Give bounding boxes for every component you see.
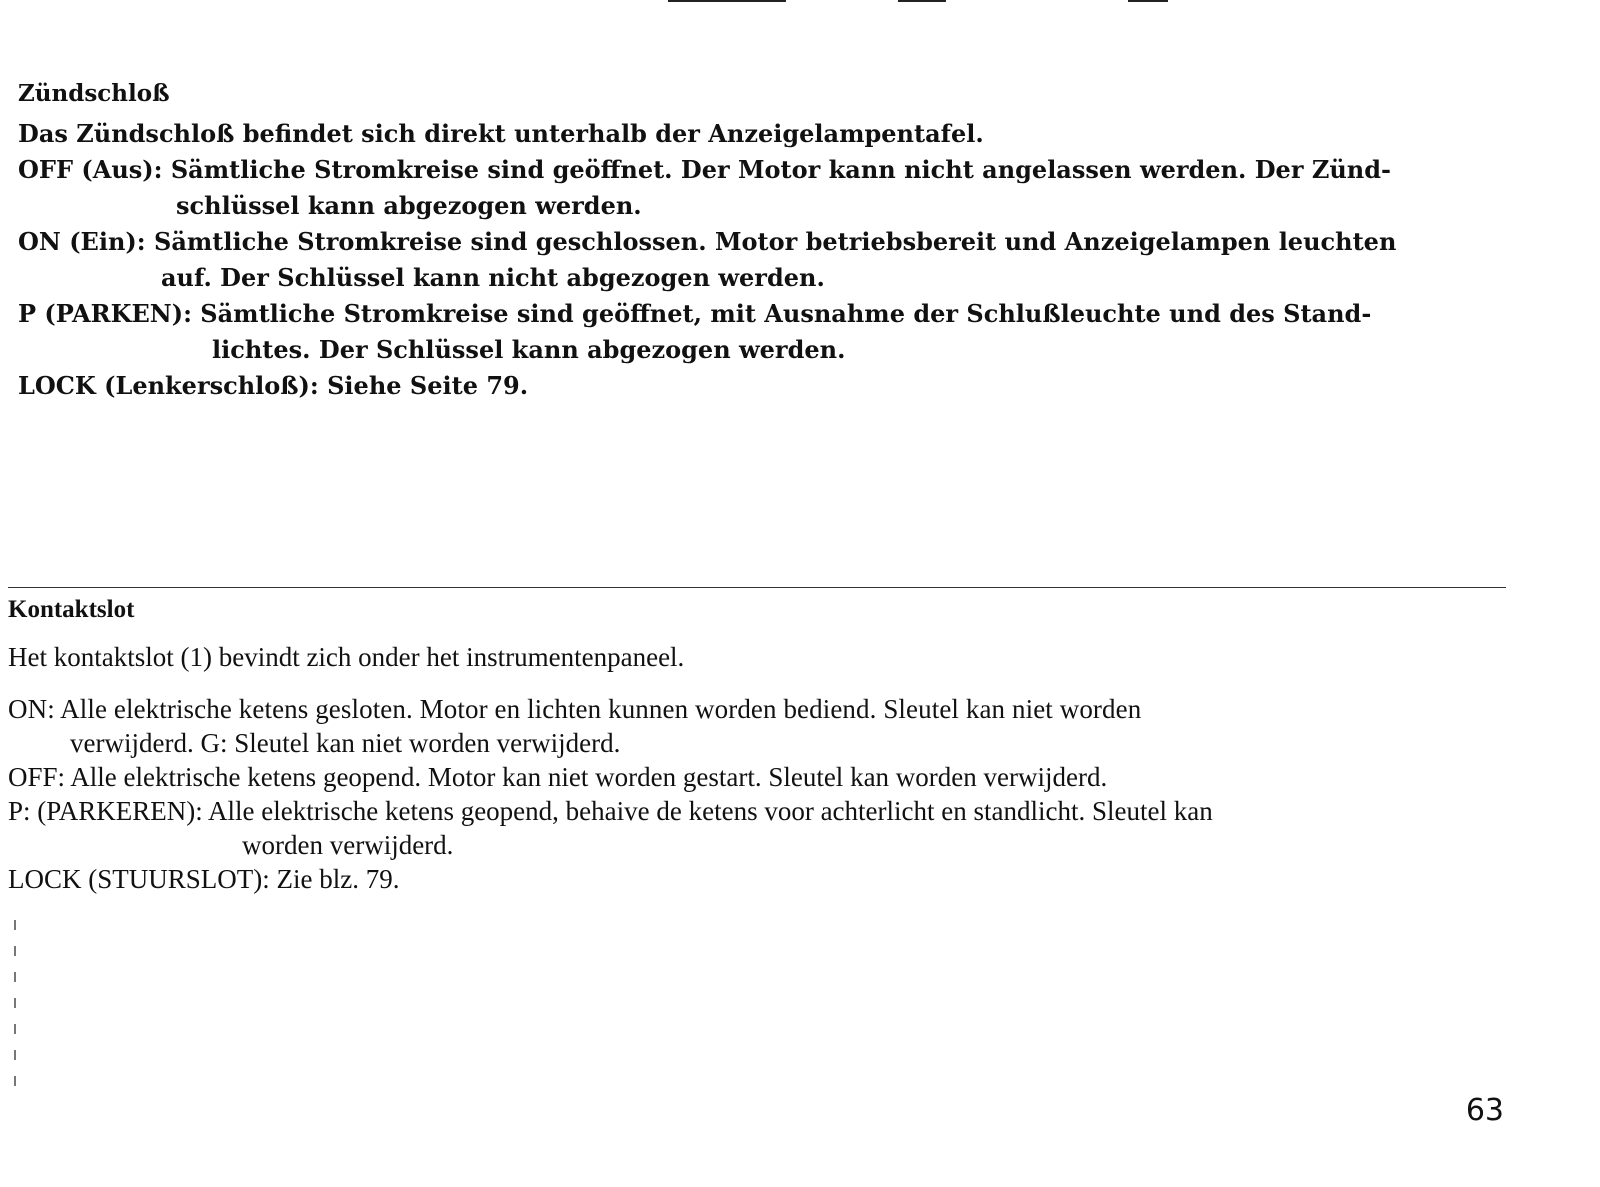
german-title: Zündschloß [18, 80, 170, 107]
german-on-line2: auf. Der Schlüssel kann nicht abgezogen werden. [161, 263, 825, 292]
german-section [18, 78, 1508, 404]
top-rule-left [668, 0, 786, 2]
dutch-title: Kontaktslot [8, 596, 135, 623]
german-p-line2: lichtes. Der Schlüssel kann abgezogen werden. [212, 335, 846, 364]
section-divider [8, 587, 1506, 588]
dutch-section [8, 592, 1498, 896]
page-number: 63 [1465, 1093, 1504, 1128]
margin-marks [14, 920, 16, 1100]
top-rule-right [1128, 0, 1168, 2]
german-p-line1: P (PARKEN): Sämtliche Stromkreise sind geöffnet, mit Ausnahme der Schlußleuchte und des Stand- [18, 299, 1372, 328]
dutch-lock-line: LOCK (STUURSLOT): Zie blz. 79. [8, 864, 400, 894]
dutch-intro: Het kontaktslot (1) bevindt zich onder het instrumentenpaneel. [8, 642, 685, 672]
dutch-p-line1: P: (PARKEREN): Alle elektrische ketens geopend, behaive de ketens voor achterlicht en standlicht. Sleutel kan [8, 796, 1213, 826]
top-rule-middle [898, 0, 946, 2]
dutch-on-line2: verwijderd. G: Sleutel kan niet worden verwijderd. [70, 728, 621, 758]
german-off-line2: schlüssel kann abgezogen werden. [176, 191, 642, 220]
german-lock-line: LOCK (Lenkerschloß): Siehe Seite 79. [18, 371, 529, 400]
dutch-p-line2: worden verwijderd. [242, 830, 454, 860]
german-intro: Das Zündschloß befindet sich direkt unterhalb der Anzeigelampentafel. [18, 119, 984, 148]
german-off-line1: OFF (Aus): Sämtliche Stromkreise sind geöffnet. Der Motor kann nicht angelassen werden. Der Zünd- [18, 155, 1391, 184]
dutch-on-line1: ON: Alle elektrische ketens gesloten. Motor en lichten kunnen worden bediend. Sleutel kan niet worden [8, 694, 1142, 724]
dutch-off-line: OFF: Alle elektrische ketens geopend. Motor kan niet worden gestart. Sleutel kan worden verwijderd. [8, 762, 1108, 792]
german-on-line1: ON (Ein): Sämtliche Stromkreise sind geschlossen. Motor betriebsbereit und Anzeigelampen leuchten [18, 227, 1397, 256]
